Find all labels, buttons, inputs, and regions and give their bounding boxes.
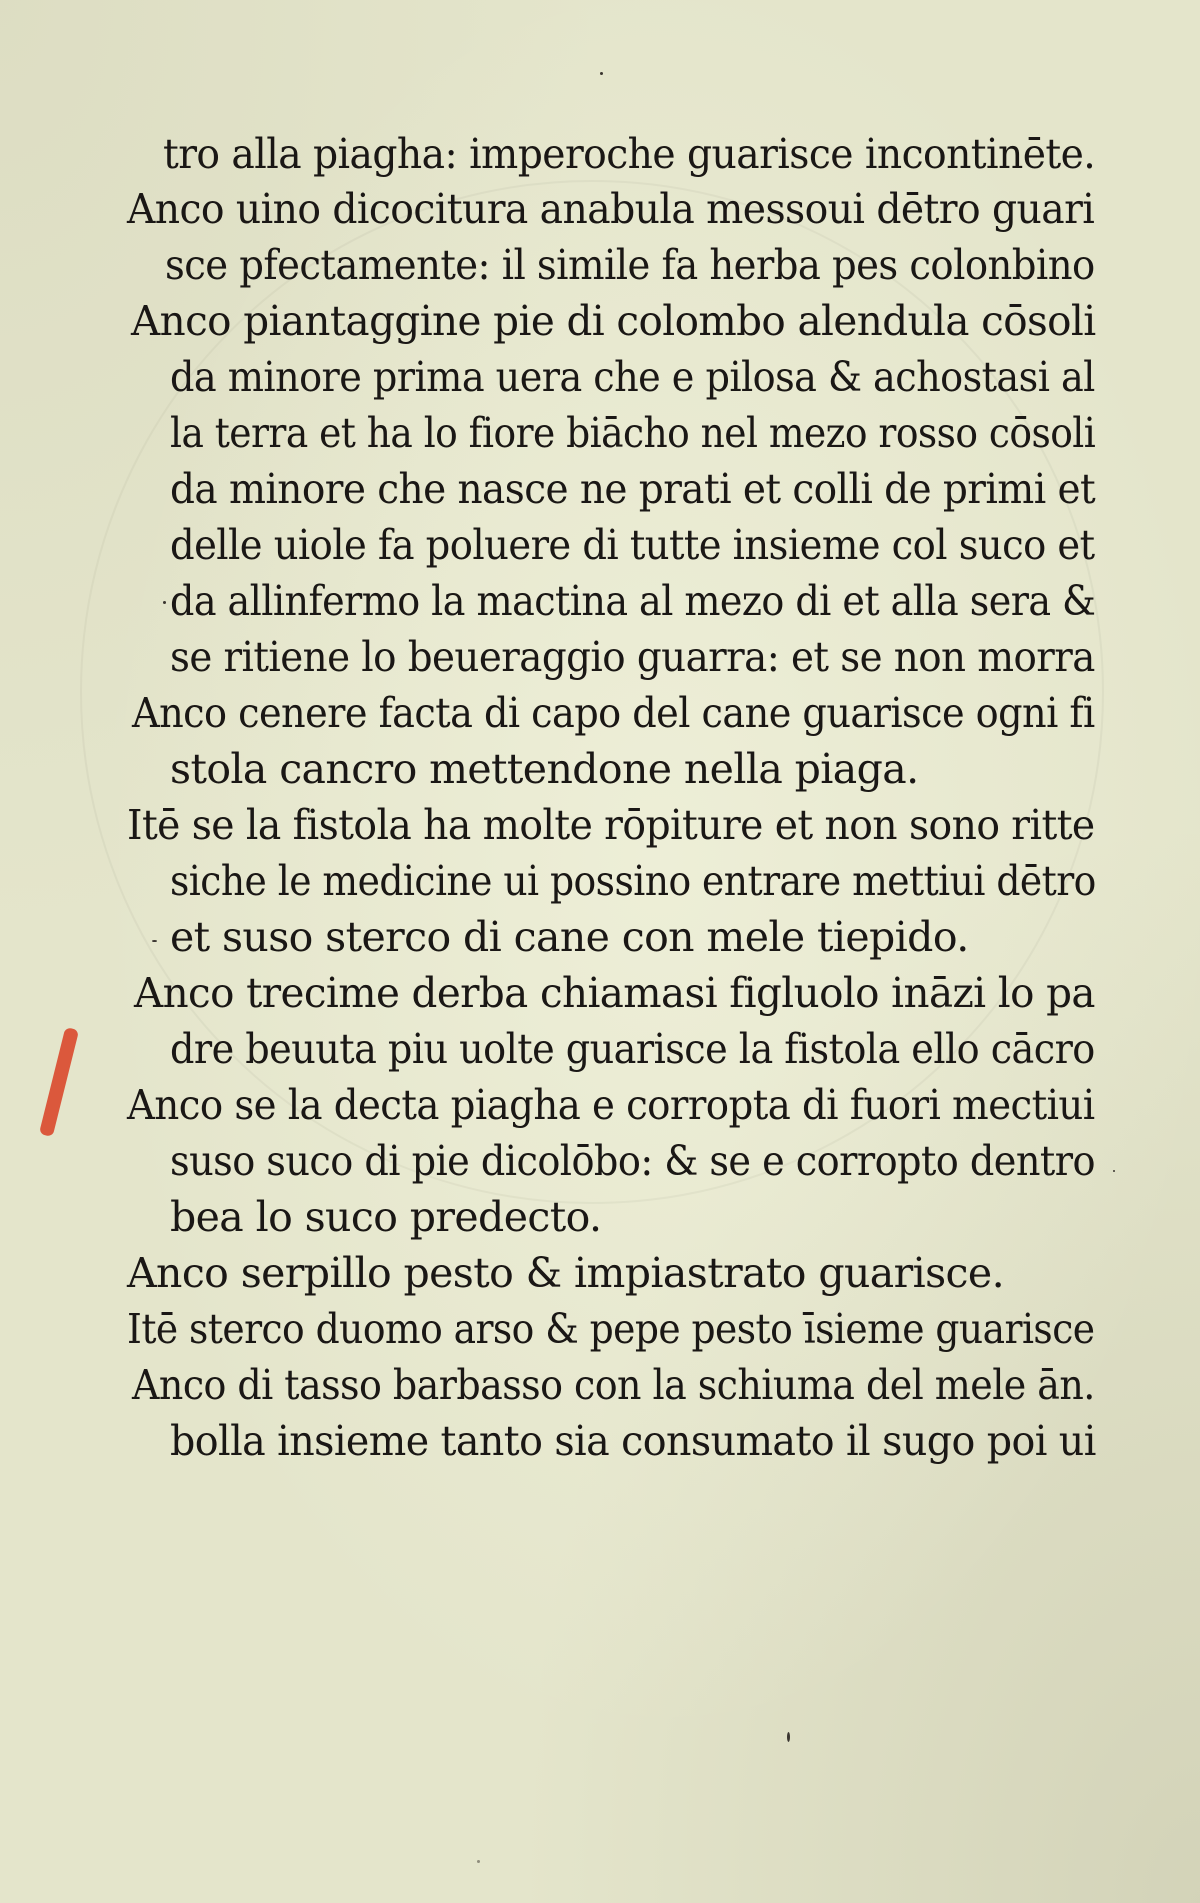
text-line: suso suco di pie dicolōbo: & se e corropto dentro	[170, 1137, 1095, 1185]
text-line: Anco serpillo pesto & impiastrato guarisce.	[127, 1249, 1005, 1297]
text-line: sce pfectamente: il simile fa herba pes colonbino	[165, 241, 1095, 289]
text-line: delle uiole fa poluere di tutte insieme col suco et	[170, 521, 1095, 569]
ink-speck	[1113, 1170, 1115, 1172]
text-line: Anco se la decta piagha e corropta di fuori mectiui	[127, 1081, 1095, 1129]
text-line: stola cancro mettendone nella piaga.	[170, 745, 919, 793]
text-line: Anco cenere facta di capo del cane guarisce ogni fi	[132, 689, 1095, 737]
text-line: dre beuuta piu uolte guarisce la fistola ello cācro	[170, 1025, 1095, 1073]
text-line: Itē sterco duomo arso & pepe pesto īsieme guarisce	[127, 1305, 1095, 1353]
text-line: Anco uino dicocitura anabula messoui dētro guari	[127, 185, 1095, 233]
text-line: da minore prima uera che e pilosa & achostasi al	[170, 353, 1095, 401]
text-line: et suso sterco di cane con mele tiepido.	[170, 913, 969, 961]
ink-speck	[477, 1860, 480, 1863]
text-line: se ritiene lo beueraggio guarra: et se non morra	[170, 633, 1095, 681]
text-line: Itē se la fistola ha molte rōpiture et non sono ritte	[127, 801, 1095, 849]
text-line: da allinfermo la mactina al mezo di et alla sera &	[170, 577, 1096, 625]
text-line: Anco di tasso barbasso con la schiuma del mele ān.	[132, 1361, 1095, 1409]
ink-speck	[787, 1732, 790, 1742]
text-line: bea lo suco predecto.	[170, 1193, 602, 1241]
text-line: da minore che nasce ne prati et colli de primi et	[170, 465, 1096, 513]
ink-speck	[152, 940, 157, 942]
ink-speck	[600, 72, 603, 75]
text-line: bolla insieme tanto sia consumato il sugo poi ui	[170, 1417, 1096, 1465]
text-line: tro alla piagha: imperoche guarisce incontinēte.	[163, 130, 1096, 178]
text-line: Anco trecime derba chiamasi figluolo ināzi lo pa	[134, 969, 1095, 1017]
text-line: la terra et ha lo fiore biācho nel mezo rosso cōsoli	[170, 409, 1096, 457]
text-line: Anco piantaggine pie di colombo alendula cōsoli	[131, 297, 1096, 345]
ink-speck	[163, 601, 166, 604]
text-line: siche le medicine ui possino entrare mettiui dētro	[170, 857, 1096, 905]
